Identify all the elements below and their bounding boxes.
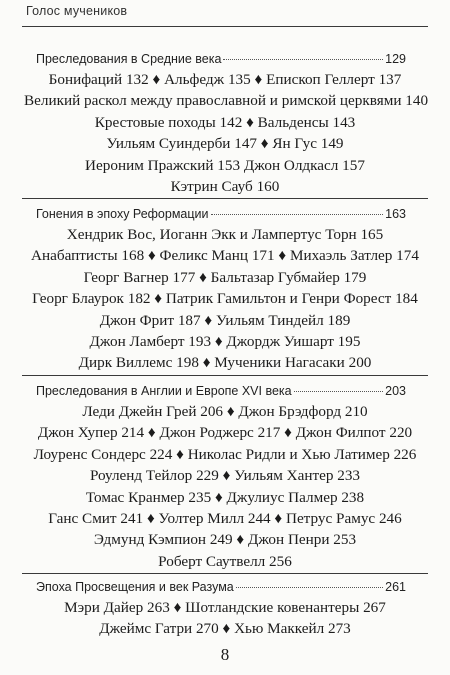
section-page-number: 203 xyxy=(385,384,406,398)
toc-section-title xyxy=(36,207,406,221)
toc-entry-line: Джон Фрит 187 ♦ Уильям Тиндейл 189 xyxy=(99,311,351,329)
toc-entry-line: Мэри Дайер 263 ♦ Шотландские ковенантеры 267 xyxy=(64,599,386,616)
dot-leader xyxy=(294,391,384,392)
toc-entry-line: Хендрик Вос, Иоганн Экк и Лампертус Торн 165 xyxy=(66,226,384,243)
page-number: 8 xyxy=(220,645,230,664)
section-divider xyxy=(22,573,428,574)
toc-entry-line: Анабаптисты 168 ♦ Феликс Манц 171 ♦ Михаэль Затлер 174 xyxy=(31,247,419,265)
section-title-text: Эпоха Просвещения и век Разума xyxy=(36,580,234,594)
section-title-text: Преследования в Средние века xyxy=(36,52,222,66)
dot-leader xyxy=(236,587,383,588)
toc-entry-line: Лоуренс Сондерс 224 ♦ Николас Ридли и Хью Латимер 226 xyxy=(33,445,417,463)
toc-entry-line: Иероним Пражский 153 Джон Олдкасл 157 xyxy=(85,156,365,174)
toc-entry-line: Джон Хупер 214 ♦ Джон Роджерс 217 ♦ Джон Филпот 220 xyxy=(37,424,413,442)
toc-entries xyxy=(24,401,426,572)
dot-leader xyxy=(211,214,384,215)
toc-entry-line: Бонифаций 132 ♦ Альфедж 135 ♦ Епископ Геллерт 137 xyxy=(48,71,402,88)
toc-section-title xyxy=(36,580,406,594)
section-title-text: Гонения в эпоху Реформации xyxy=(36,207,209,221)
toc-entries xyxy=(24,69,429,197)
toc-entry-line: Леди Джейн Грей 206 ♦ Джон Брэдфорд 210 xyxy=(82,403,368,420)
toc-entry-line: Томас Кранмер 235 ♦ Джулиус Палмер 238 xyxy=(85,488,365,506)
section-page-number: 163 xyxy=(385,207,406,221)
toc-entry-line: Крестовые походы 142 ♦ Вальденсы 143 xyxy=(94,113,356,131)
toc-entry-line: Джеймс Гатри 270 ♦ Хью Маккейл 273 xyxy=(99,620,351,638)
dot-leader xyxy=(223,59,383,60)
toc-entry-line: Ганс Смит 241 ♦ Уолтер Милл 244 ♦ Петрус Рамус 246 xyxy=(48,509,402,527)
toc-entry-line: Кэтрин Сауб 160 xyxy=(170,177,280,195)
running-header: Голос мучеников xyxy=(26,4,128,18)
section-divider xyxy=(22,198,428,199)
toc-section-title xyxy=(36,52,406,66)
toc-entry-line: Роуленд Тейлор 229 ♦ Уильям Хантер 233 xyxy=(89,467,361,485)
toc-section-title xyxy=(36,384,406,398)
section-divider xyxy=(22,375,428,376)
toc-entry-line: Дирк Виллемс 198 ♦ Мученики Нагасаки 200 xyxy=(78,354,372,372)
section-page-number: 261 xyxy=(385,580,406,594)
toc-entry-line: Уильям Суиндерби 147 ♦ Ян Гус 149 xyxy=(106,135,344,153)
section-title-text: Преследования в Англии и Европе XVI века xyxy=(36,384,292,398)
toc-entry-line: Великий раскол между православной и римской церквями 140 xyxy=(24,92,429,110)
toc-entry-line: Эдмунд Кэмпион 249 ♦ Джон Пенри 253 xyxy=(93,531,357,549)
toc-entry-line: Джон Ламберт 193 ♦ Джордж Уишарт 195 xyxy=(89,332,361,350)
toc-entries xyxy=(24,597,426,640)
toc-entry-line: Георг Блаурок 182 ♦ Патрик Гамильтон и Генри Форест 184 xyxy=(32,290,418,308)
toc-entries xyxy=(24,224,426,374)
header-rule xyxy=(22,26,428,27)
toc-entry-line: Георг Вагнер 177 ♦ Бальтазар Губмайер 179 xyxy=(83,268,367,286)
toc-entry-line: Роберт Саутвелл 256 xyxy=(158,552,292,570)
section-page-number: 129 xyxy=(385,52,406,66)
